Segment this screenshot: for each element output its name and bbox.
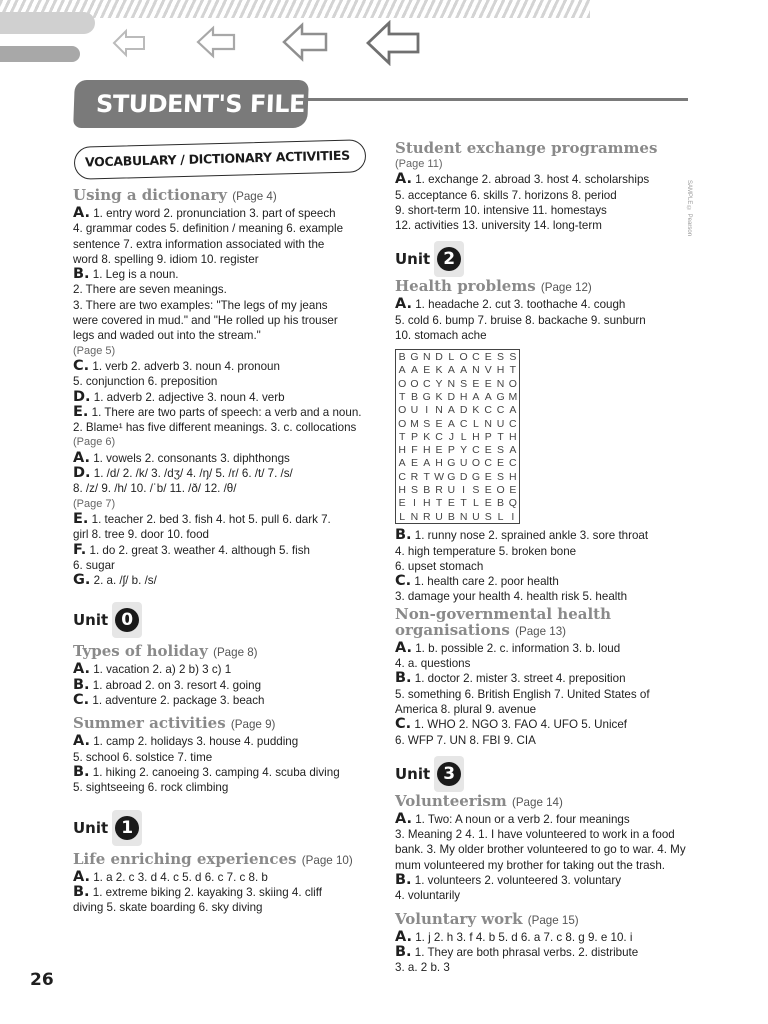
answer-line: 3. damage your health 4. health risk 5. health — [395, 590, 628, 604]
answer-line: B. 1. They are both phrasal verbs. 2. distribute — [395, 943, 639, 960]
word-search-cell: G — [422, 390, 431, 403]
word-search-cell: D — [459, 470, 468, 483]
word-search-cell: O — [410, 377, 419, 390]
answer-line: F. 1. do 2. great 3. weather 4. although 5. fish — [73, 541, 310, 558]
answer-line: word 8. spelling 9. idiom 10. register — [73, 252, 259, 266]
word-search-cell: G — [471, 470, 481, 483]
word-search-cell: N — [472, 364, 480, 377]
word-search-cell: G — [496, 390, 505, 403]
answer-line: were covered in mud." and "He rolled up his trouser — [73, 314, 338, 328]
word-search-cell: S — [484, 510, 492, 523]
unit-number-badge: 1 — [115, 816, 139, 840]
unit-heading: Unit 2 — [395, 241, 695, 277]
answer-line: C. 1. verb 2. adverb 3. noun 4. pronoun — [73, 357, 280, 374]
answer-line: A. 1. headache 2. cut 3. toothache 4. cough — [395, 296, 626, 313]
word-search-cell: L — [473, 497, 479, 510]
word-search-cell: Y — [460, 444, 468, 457]
section-heading: Student exchange programmes — [395, 139, 658, 157]
answer-line: D. 1. adverb 2. adjective 3. noun 4. verb — [73, 388, 285, 405]
page-ref: (Page 11) — [395, 158, 443, 170]
answer-line: 3. a. 2 b. 3 — [395, 961, 450, 975]
answer-line: bank. 3. My older brother volunteered to go to war. 4. My — [395, 843, 686, 857]
word-search-cell: U — [435, 510, 443, 523]
answer-line: sentence 7. extra information associated with the — [73, 237, 325, 251]
word-search-cell: I — [425, 404, 429, 417]
word-search-cell: N — [484, 417, 493, 430]
word-search-cell: Y — [435, 377, 443, 390]
word-search-cell: V — [484, 364, 492, 377]
word-search-cell: S — [497, 351, 505, 364]
word-search-cell: P — [484, 430, 492, 443]
word-search-cell: T — [423, 470, 430, 483]
word-search-cell: M — [508, 390, 518, 403]
word-search-cell: U — [447, 483, 456, 496]
page-ref: (Page 6) — [73, 436, 116, 449]
word-search-cell: E — [509, 483, 517, 496]
section-banner: VOCABULARY / DICTIONARY ACTIVITIES — [74, 139, 367, 180]
word-search-cell: E — [484, 483, 492, 496]
section-heading: organisations (Page 13) — [395, 620, 567, 639]
page-ref: (Page 5) — [73, 344, 116, 357]
word-search-cell: C — [472, 351, 480, 364]
word-search-cell: C — [459, 417, 468, 430]
word-search-cell: A — [484, 390, 492, 403]
word-search-cell: H — [422, 444, 431, 457]
answer-line: A. 1. camp 2. holidays 3. house 4. pudding — [73, 733, 299, 750]
word-search-cell: C — [484, 404, 493, 417]
word-search-cell: L — [460, 430, 467, 443]
right-column — [395, 139, 695, 975]
section-heading: Types of holiday (Page 8) — [73, 642, 258, 661]
word-search-cell: O — [471, 457, 481, 470]
answer-line: A. 1. b. possible 2. c. information 3. b. loud — [395, 639, 621, 656]
word-search-cell: U — [472, 510, 480, 523]
word-search-cell: O — [459, 351, 468, 364]
answer-line: C. 1. health care 2. poor health — [395, 573, 559, 590]
word-search-cell: A — [447, 417, 455, 430]
word-search-grid — [395, 349, 520, 524]
unit-heading: Unit 3 — [395, 756, 695, 792]
word-search-cell: A — [447, 364, 455, 377]
section-heading: Volunteerism (Page 14) — [395, 791, 563, 810]
word-search-cell: E — [484, 351, 492, 364]
word-search-cell: K — [472, 404, 480, 417]
section-heading: Voluntary work (Page 15) — [395, 909, 579, 928]
word-search-cell: N — [447, 377, 456, 390]
answer-line: C. 1. WHO 2. NGO 3. FAO 4. UFO 5. Unicef — [395, 716, 627, 733]
unit-number-badge: 2 — [437, 247, 461, 271]
word-search-cell: D — [459, 404, 468, 417]
word-search-cell: A — [398, 457, 406, 470]
unit-heading: Unit 1 — [73, 810, 373, 846]
word-search-cell: Q — [508, 497, 517, 510]
answer-line: B. 1. runny nose 2. sprained ankle 3. sore throat — [395, 527, 649, 544]
word-search-cell: H — [398, 444, 406, 457]
word-search-cell: E — [398, 497, 406, 510]
word-search-cell: A — [509, 444, 517, 457]
answer-line: 5. cold 6. bump 7. bruise 8. backache 9. sunburn — [395, 313, 646, 327]
word-search-cell: L — [399, 510, 406, 523]
answer-line: A. 1. j 2. h 3. f 4. b 5. d 6. a 7. c 8. g 9. e 10. i — [395, 928, 633, 945]
word-search-cell: H — [509, 430, 517, 443]
answer-line: B. 1. extreme biking 2. kayaking 3. skiing 4. cliff — [73, 883, 322, 900]
answer-line: G. 2. a. /ʃ/ b. /s/ — [73, 572, 157, 589]
word-search-cell: C — [509, 457, 517, 470]
answer-line: 4. high temperature 5. broken bone — [395, 544, 577, 558]
word-search-cell: K — [423, 430, 431, 443]
answer-line: A. 1. vowels 2. consonants 3. diphthongs — [73, 449, 290, 466]
word-search-row — [396, 390, 520, 403]
word-search-cell: S — [472, 483, 480, 496]
back-arrow-icon — [112, 28, 146, 58]
word-search-row — [396, 417, 520, 430]
answer-line: 12. activities 13. university 14. long-term — [395, 219, 602, 233]
word-search-cell: N — [435, 404, 443, 417]
word-search-row — [396, 350, 520, 364]
answer-line: 6. WFP 7. UN 8. FBI 9. CIA — [395, 733, 536, 747]
answer-line: A. 1. entry word 2. pronunciation 3. part of speech — [73, 205, 336, 221]
back-arrow-icon — [196, 25, 236, 59]
word-search-cell: I — [462, 483, 466, 496]
word-search-cell: S — [410, 483, 418, 496]
word-search-cell: A — [460, 364, 468, 377]
word-search-cell: M — [410, 417, 419, 430]
word-search-cell: G — [447, 457, 456, 470]
unit-heading: Unit 0 — [73, 602, 373, 638]
word-search-cell: C — [484, 457, 493, 470]
header-tab-dark — [0, 46, 80, 62]
word-search-cell: G — [447, 470, 456, 483]
answer-line: 10. stomach ache — [395, 329, 487, 343]
page-number: 26 — [30, 970, 54, 990]
word-search-cell: H — [435, 457, 443, 470]
page-title: STUDENT'S FILE — [73, 80, 309, 128]
word-search-cell: B — [447, 510, 455, 523]
word-search-cell: R — [435, 483, 443, 496]
word-search-cell: P — [410, 430, 418, 443]
word-search-cell: H — [496, 364, 505, 377]
section-heading: Summer activities (Page 9) — [73, 714, 276, 733]
answer-line: A. 1. a 2. c 3. d 4. c 5. d 6. c 7. c 8. b — [73, 868, 268, 885]
word-search-cell: C — [472, 444, 480, 457]
word-search-row — [396, 470, 520, 483]
word-search-cell: T — [460, 497, 467, 510]
word-search-row — [396, 430, 520, 443]
answer-line: 5. conjunction 6. preposition — [73, 375, 218, 389]
word-search-cell: E — [484, 497, 492, 510]
section-heading: Life enriching experiences (Page 10) — [73, 849, 353, 868]
header-tab-light — [0, 12, 95, 34]
answer-line: C. 1. adventure 2. package 3. beach — [73, 692, 265, 709]
answer-line: mum volunteered my brother for taking out the trash. — [395, 858, 666, 872]
word-search-cell: C — [435, 430, 443, 443]
word-search-cell: E — [484, 377, 492, 390]
word-search-cell: O — [398, 404, 407, 417]
word-search-cell: H — [509, 470, 517, 483]
answer-line: 4. grammar codes 5. definition / meaning 6. example — [73, 222, 344, 236]
word-search-cell: I — [511, 510, 515, 523]
word-search-cell: I — [412, 497, 416, 510]
word-search-cell: L — [497, 510, 504, 523]
word-search-cell: T — [509, 364, 517, 377]
word-search-cell: U — [459, 457, 468, 470]
word-search-cell: O — [398, 377, 407, 390]
word-search-cell: A — [447, 404, 455, 417]
word-search-cell: A — [410, 364, 418, 377]
answer-line: 6. sugar — [73, 558, 115, 572]
word-search-cell: G — [410, 351, 419, 364]
word-search-cell: D — [447, 390, 456, 403]
answer-line: 2. Blame¹ has five different meanings. 3. c. collocations — [73, 421, 357, 435]
section-heading: Non-governmental health — [395, 604, 611, 623]
word-search-cell: S — [460, 377, 468, 390]
title-rule — [308, 98, 688, 101]
word-search-row — [396, 510, 520, 524]
word-search-cell: O — [496, 483, 505, 496]
word-search-row — [396, 483, 520, 496]
word-search-cell: K — [435, 390, 443, 403]
answer-line: 2. There are seven meanings. — [73, 283, 227, 297]
answer-line: B. 1. Leg is a noun. — [73, 266, 179, 283]
word-search-cell: L — [473, 417, 479, 430]
word-search-cell: H — [422, 497, 431, 510]
word-search-cell: O — [508, 377, 517, 390]
answer-line: 5. school 6. solstice 7. time — [73, 750, 213, 764]
word-search-cell: S — [509, 351, 517, 364]
answer-line: E. 1. teacher 2. bed 3. fish 4. hot 5. pull 6. dark 7. — [73, 510, 331, 527]
answer-line: 5. something 6. British English 7. United States of — [395, 687, 650, 701]
word-search-cell: S — [497, 470, 505, 483]
word-search-cell: L — [448, 351, 455, 364]
word-search-cell: P — [447, 444, 455, 457]
answer-line: 5. acceptance 6. skills 7. horizons 8. period — [395, 188, 617, 202]
back-arrow-icon — [366, 20, 420, 66]
word-search-cell: T — [497, 430, 504, 443]
word-search-cell: R — [410, 470, 419, 483]
word-search-cell: A — [398, 364, 406, 377]
word-search-cell: E — [435, 444, 443, 457]
answer-line: 8. /z/ 9. /h/ 10. /ˈb/ 11. /ð/ 12. /θ/ — [73, 482, 237, 496]
word-search-cell: N — [459, 510, 468, 523]
word-search-cell: S — [423, 417, 431, 430]
word-search-cell: J — [448, 430, 454, 443]
word-search-row — [396, 404, 520, 417]
word-search-cell: A — [509, 404, 517, 417]
unit-number-badge: 0 — [115, 608, 139, 632]
word-search-cell: B — [423, 483, 431, 496]
unit-number-badge: 3 — [437, 762, 461, 786]
word-search-cell: B — [398, 351, 406, 364]
word-search-cell: E — [423, 364, 431, 377]
word-search-cell: C — [509, 417, 517, 430]
answer-line: 6. upset stomach — [395, 559, 484, 573]
section-heading: Using a dictionary (Page 4) — [73, 186, 277, 204]
answer-line: legs and waded out into the stream." — [73, 329, 261, 343]
left-column — [73, 186, 373, 915]
word-search-row — [396, 364, 520, 377]
page-ref: (Page 7) — [73, 497, 116, 510]
answer-line: diving 5. skate boarding 6. sky diving — [73, 901, 263, 915]
word-search-cell: E — [435, 417, 443, 430]
word-search-cell: C — [496, 404, 505, 417]
word-search-cell: A — [423, 457, 431, 470]
word-search-cell: E — [497, 457, 505, 470]
word-search-cell: A — [472, 390, 480, 403]
word-search-row — [396, 457, 520, 470]
answer-line: B. 1. volunteers 2. volunteered 3. voluntary — [395, 871, 622, 888]
answer-line: A. 1. vacation 2. a) 2 b) 3 c) 1 — [73, 661, 232, 678]
word-search-cell: W — [434, 470, 444, 483]
word-search-cell: B — [410, 390, 418, 403]
word-search-cell: S — [497, 444, 505, 457]
answer-line: 4. a. questions — [395, 657, 471, 671]
word-search-cell: F — [411, 444, 418, 457]
word-search-cell: E — [472, 377, 480, 390]
word-search-cell: U — [496, 417, 505, 430]
word-search-row — [396, 497, 520, 510]
word-search-cell: H — [459, 390, 468, 403]
word-search-cell: R — [422, 510, 431, 523]
answer-line: B. 1. doctor 2. mister 3. street 4. preposition — [395, 670, 626, 687]
word-search-cell: C — [398, 470, 406, 483]
word-search-cell: D — [435, 351, 443, 364]
word-search-row — [396, 377, 520, 390]
word-search-cell: H — [398, 483, 406, 496]
word-search-cell: B — [497, 497, 505, 510]
answer-line: 4. voluntarily — [395, 889, 461, 903]
word-search-cell: E — [410, 457, 418, 470]
word-search-cell: E — [447, 497, 455, 510]
word-search-cell: E — [484, 444, 492, 457]
word-search-cell: T — [435, 497, 443, 510]
word-search-cell: T — [398, 430, 406, 443]
word-search-cell: K — [435, 364, 443, 377]
answer-line: A. 1. Two: A noun or a verb 2. four meanings — [395, 810, 630, 827]
answer-line: D. 1. /d/ 2. /k/ 3. /dʒ/ 4. /ŋ/ 5. /r/ 6. /t/ 7. /s/ — [73, 465, 293, 482]
answer-line: 5. sightseeing 6. rock climbing — [73, 781, 229, 795]
answer-line: 9. short-term 10. intensive 11. homestays — [395, 203, 607, 217]
answer-line: America 8. plural 9. avenue — [395, 702, 537, 716]
answer-line: E. 1. There are two parts of speech: a verb and a noun. — [73, 403, 362, 420]
word-search-cell: E — [484, 470, 492, 483]
answer-line: B. 1. abroad 2. on 3. resort 4. going — [73, 676, 262, 693]
word-search-cell: C — [422, 377, 431, 390]
answer-line: B. 1. hiking 2. canoeing 3. camping 4. scuba diving — [73, 763, 340, 780]
word-search-row — [396, 443, 520, 456]
word-search-cell: N — [422, 351, 431, 364]
word-search-cell: N — [496, 377, 505, 390]
section-heading: Health problems (Page 12) — [395, 277, 592, 296]
word-search-cell: O — [398, 417, 407, 430]
word-search-cell: H — [472, 430, 480, 443]
back-arrow-icon — [282, 22, 328, 62]
answer-line: 3. Meaning 2 4. 1. I have volunteered to work in a food — [395, 828, 675, 842]
answer-line: 3. There are two examples: "The legs of my jeans — [73, 298, 328, 312]
side-note: SAMPLE © Pearson — [686, 180, 692, 237]
word-search-cell: T — [398, 390, 406, 403]
word-search-cell: U — [410, 404, 419, 417]
answer-line: A. 1. exchange 2. abroad 3. host 4. scholarships — [395, 171, 650, 188]
word-search-cell: N — [410, 510, 419, 523]
answer-line: girl 8. tree 9. door 10. food — [73, 528, 209, 542]
